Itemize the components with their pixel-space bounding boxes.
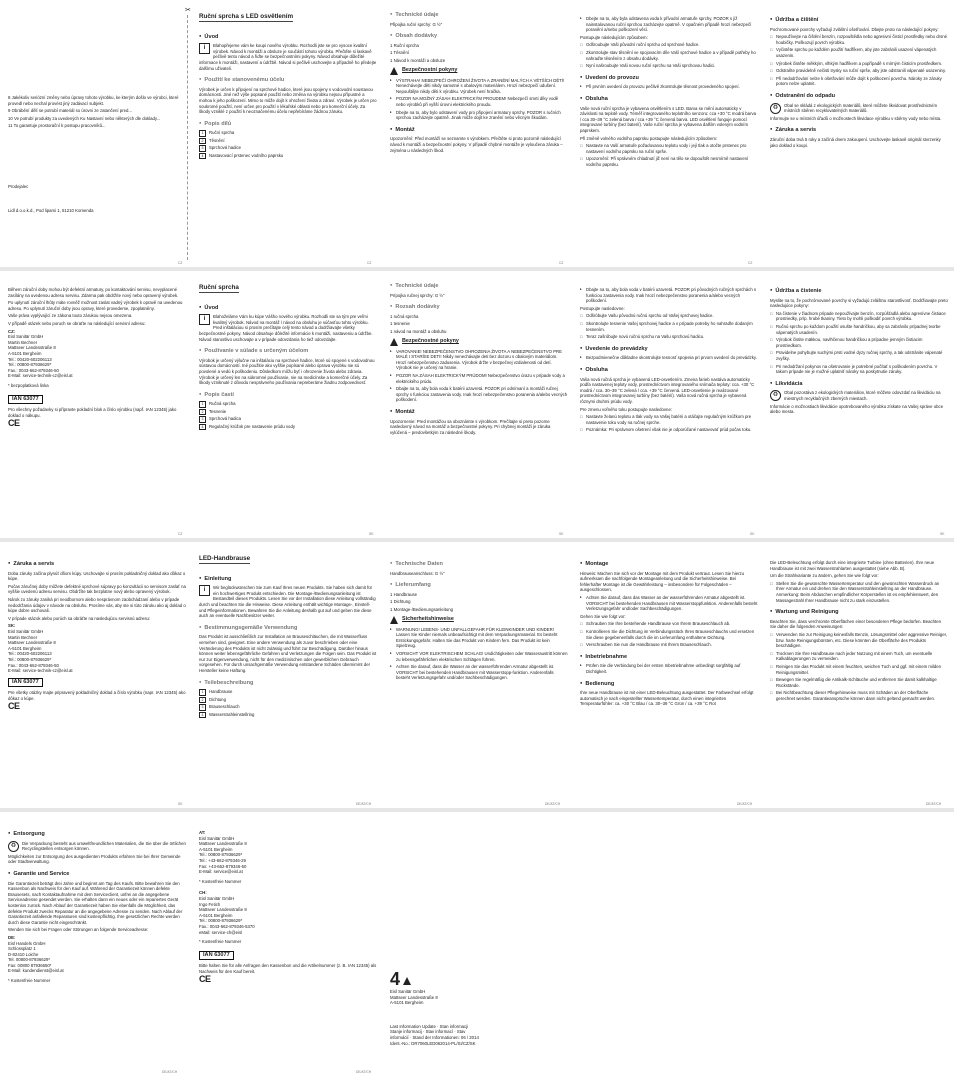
column-de-warranty [8, 818, 186, 986]
service-address-ch: CH: Eisl Sanitär GmbH Ingo Fetich Mattseer Landesstraße 8 A-5101 Bergheim Tel.: 00800-87936629* Fax.: 0043-662-879346-5370 eMail: service-ch@eisl [199, 890, 255, 935]
column-cz-safety [390, 6, 568, 155]
step-item: □ Odšróbujte Vašu pôvodnú ručnú sprchu od Vašej sprchovej hadice. [580, 313, 758, 319]
operation-text: Pre zmenu voľného toku postupujte nasledovne: [580, 406, 673, 412]
column-de-care [770, 548, 948, 703]
section-heading: ● Obsluha [580, 95, 758, 103]
page-footer: DE/AT/CH [162, 1070, 178, 1074]
operation-text: Vaše nová ruční sprcha je vybavena osvětlením s LED. Barva se mění automaticky v závislosti na teplotě vody. Téměř integrovaného teplotního senzoru: cca +30 °C modrá barva / cca 30–39 °C zelená barva / cca +39 °C červená barva. LED osvětlení funguje pomocí integrované turbíny (bez baterií). Vaše ruční sprcha je vybavena dalším voleným vodním paprskem. [580, 105, 757, 133]
ian-note: Pre všetky otázky majte pripravený pokladničný doklad a číslo výrobku (napr. IAN 12345) ako dôkaz o kúpe. [8, 690, 186, 701]
warranty-text: Počas záručnej doby môžete defektné sprchové súpravy po konzultácii so servisom zaslať na vyššie uvedenú adresu servisu. Obdržíte tak bezplatne nový alebo opravený výrobok. [8, 583, 186, 595]
parts-list [199, 689, 377, 718]
info-icon: i [199, 43, 210, 54]
care-item: □ Nepoužívejte na čištění benzín, rozpouštědla nebo agresivní čisticí prostředky nebo drsné houbičky. Poškozují povrch výrobku. [770, 34, 948, 45]
column-cz-operation [580, 6, 758, 169]
service-address: CZ: Eisl Sanitär GmbH Martin Bechner Mattseer Landesstraße 8 A-5101 Bergheim Tel.: 00420-602206113 Tel.: 00800-87936629* Fax.: 0043-662-879346-50 E-Mail: service-technik-cz@eisl.at [8, 328, 73, 379]
page-sheet-4 [0, 812, 954, 1076]
warranty-text: Po uplynutí záruční lhůty máte rovněž možnost zaslat vadný výrobek k opravě na uvedenou adresu. Po uplynutí záruční doby jsou opravy, které provedeme, zpoplatněny. [8, 300, 183, 311]
page-footer: CZ [559, 261, 564, 265]
steps-heading: Postupujte následujícím způsobem: [580, 34, 648, 40]
disposal-text: Obal se skládá z ekologických materiálů, které můžete likvidovat prostřednictvím místních sběren recyklovatelných materiálů. [784, 102, 938, 114]
intended-use-text: Výrobek je určen k připojení na sprchové hadice, které jsou spojeny s vodovodní soustavou domácnosti. Jiné než výše popsané použití nebo změna na výrobku nejsou přípustné a mohou k jeho poškození. Mimo to může dojít k ohrožení života a zdraví. Výrobek je určen pro soukromé použití, není určen pro použití v lékařské oblasti nebo pro komerční účely. Za škody vzniklé z použití k neoznačenému účelu nepřebíráme žádnou záruku. [199, 86, 377, 115]
start-text: ▸ Při prvním uvedení do provozu pečlivě zkontrolujte těsnost provedeného spojení. [580, 84, 758, 90]
column-imprint [390, 962, 568, 1046]
care-item: □ Pri nedodržaní pokynov na ošetrovanie je potrebné počítať s poškodením povrchu. V takom prípade nie je možné uplatniť nároky na poskytnutie záruky. [770, 364, 948, 375]
column-de-safety [390, 548, 568, 683]
service-address-at: AT: Eisl Sanitär GmbH Mattseer Landesstraße 8 A-5101 Bergheim Tel.: 00800-87936629* Tel.: +43-662-879346-29 Fax: +43-662-879346-50 E-Mail: service@eisl.at [199, 830, 247, 875]
care-intro: Myslite na to, že pochrómované povrchy si vyžadujú zvláštnu starostlivosť. Dodržiavajte preto nasledujúce pokyny: [770, 297, 948, 309]
footnote: * bezpoplatková linka [8, 382, 49, 388]
list-item: 4 Nastavovací prstenec vodního paprsku [199, 153, 377, 160]
section-heading: ● Odstranění do odpadu [770, 92, 948, 100]
column-sk-care [770, 277, 948, 417]
safety-item: ▸ VÝSTRAHA! NEBEZPEČÍ OHROŽENÍ ŽIVOTA A ZRANĚNÍ MALÝCH A VĚTŠÍCH DĚTÍ! Nenechávejte děti nikdy samotné s obalovým materiálem. Hrozí nebezpečí udušení. Nepouštějte nikdy děti k výrobku. Výrobek není hračka. [390, 78, 568, 95]
info-update: Last Information Update · Stan informacji Stanje informacij · Stav informací · Stav informácií · Stand der Informationen: 06 / 2014 Ident.-No.: DR7060LED062014-PL/SI/CZ/SK [390, 1023, 479, 1046]
ce-mark-icon: CE [199, 974, 211, 985]
steps-heading: Postupujte nasledovne: [580, 305, 625, 311]
operation-text: Při změně volného vodního paprsku postupujte následujícím způsobem: [580, 135, 718, 141]
page-footer: CZ [178, 261, 183, 265]
section-heading: ● Technické údaje [390, 282, 568, 290]
section-heading: ● Einleitung [199, 575, 377, 583]
list-item: 4 Regulačný krúžok pre nastavenie prúdu vody [199, 424, 377, 431]
section-heading: ● Popis častí [199, 391, 377, 399]
page-footer: SK [750, 532, 755, 536]
list-item: 8 Jakékoliv seriózní změny nebo úpravy tohoto výrobku, ke kterým došlo ve výrobci, které provedl nebo nechal provést jiný zadávací subjekt. [8, 95, 179, 106]
warning-triangle-icon [390, 338, 398, 346]
section-heading: ● Uvedenie do prevádzky [580, 345, 758, 353]
page-footer: SK [940, 532, 945, 536]
list-item: 2 Tesnenie [199, 409, 377, 416]
recycle-icon: ♻ [8, 841, 19, 852]
section-heading: ● Uvedení do provozu [580, 74, 758, 82]
product-title: Ruční sprcha [199, 284, 239, 291]
list-item: 1 Handbrause [390, 591, 417, 597]
mounting-text: Hinweis: Machen Sie sich vor der Montage mit dem Produkt vertraut. Lesen Sie hierzu aufmerksam die nachfolgende Montageanleitung und die Sicherheitshinweise. Bei fehlerhafter Montage ist die Gewährleistung – insbesondere für Folgeschäden – ausgeschlossen. [580, 570, 745, 593]
section-heading: ● Záruka a servis [8, 560, 186, 568]
ian-badge: IAN 63077 [8, 678, 43, 688]
step-item: □ Nastavte na Vaší armatuře požadovanou teplotu vody i její tlak a otočte prstenec pro nastavení vodního paprsku na ruční sprše. [580, 143, 758, 154]
list-item: 1 tesnenie [390, 321, 410, 327]
list-item: 1 Montage-/Bedienungsanleitung [390, 606, 454, 612]
brand-logo: 4 [390, 977, 568, 985]
tech-data-text: Připojka ruční sprchy: G ½" [390, 21, 443, 27]
ian-note: Bitte halten Sie für alle Anfragen den Kassenbon und die Artikelnummer (z. B. IAN 12345) als Nachweis für den Kauf bereit. [199, 963, 377, 974]
page-footer: DE/AT/CH [545, 802, 561, 806]
disposal-text: Die Verpackung besteht aus umweltfreundlichen Materialien, die Sie über die örtlichen Recyclingstellen entsorgen können. [22, 840, 186, 852]
care-item: □ Výrobok čistite mäkkou, navlhčenou handričkou a prípadne jemným čistiacim prostriedkom. [770, 337, 948, 348]
list-item: 11 To garantuje prostorační k postupu pracovníků... [8, 123, 106, 129]
ian-badge: IAN 63077 [199, 951, 234, 961]
list-item: 9 Obrábění dělí se potrubí materiál so úrovni ze zatančení pred... [8, 108, 132, 114]
section-heading: ● Bestimmungsgemäße Verwendung [199, 624, 377, 632]
list-item: 3 Sprchová hadica [199, 416, 377, 423]
importer-label: Prodejalec [8, 183, 29, 189]
warning-triangle-icon [403, 977, 411, 985]
tech-data-text: Handbrauseanschluss: G ½" [390, 570, 445, 576]
care-item: □ Vyčistěte sprchu po každém použití hadříkem, aby jste zabránili usazení vápenatých usazenin. [770, 47, 948, 58]
warranty-text: V případě otázek nebo poruch se obraťte na následující servisní adresu: [8, 320, 146, 326]
footnote: * Kostenfreie Nummer [8, 978, 51, 984]
section-heading: ● Záruka a servis [770, 126, 948, 134]
step-item: □ Odšroubujte Vaši původní ruční sprchu od sprchové hadice. [580, 42, 758, 48]
column-cz-intro [199, 6, 377, 160]
footnote: * Kostenfreie Nummer [199, 878, 242, 884]
care-item: □ Na čistenie v žiadnom prípade nepoužívajte benzín, rozpúšťadlá alebo agresívne čistiace prostriedky, príp. hrubé tkaniny. Tieto by mohli poškodiť povrch výrobku. [770, 311, 948, 322]
section-heading: ● Obsluha [580, 366, 758, 374]
page-footer: SK [178, 802, 183, 806]
column-cz-care [770, 6, 948, 150]
section-heading: ● Údržba a čištění [770, 16, 948, 24]
care-item: □ Trocknen Sie Ihre Handbrause nach jeder Nutzung mit einem Tuch, um eventuelle Kalkablagerungen zu vermeiden. [770, 651, 948, 662]
ian-badge: IAN 63077 [8, 395, 43, 405]
step-item: □ Zkontrolujte stav těsnění ve spojovacím díle Vaší sprchové hadice a v případě potřeby ho nahraďte těsněním z obsahu dodávky. [580, 50, 758, 61]
disposal-text: Informácie o možnostiach likvidácie opotrebovaného výrobku získate na Vašej správe obce alebo mesta. [770, 403, 944, 415]
page-sheet-1 [0, 0, 954, 267]
care-item: □ Bei Nichtbeachtung dieser Pflegehinweise muss mit Schäden an der Oberfläche gerechnet werden. Garantieansprüche können dann nicht geltend gemacht werden. [770, 690, 948, 701]
column-cz-warranty-end [8, 95, 186, 215]
notice-text: ▸ Dbajte na to, aby bola voda v batérii uzavretá. POZOR pri pôvodných ručných sprchách s funkciou zastavenia vody. Inak hrozí nebezpečenstvo poranenia a/alebo vecných poškodení. [580, 287, 758, 304]
safety-heading: Bezpečnostné pokyny [390, 338, 568, 346]
warranty-text: Nárok zo záruky zaniká pri neodbornom alebo nesprávnom zaobchádzaní alebo v prípade nedodržania údajov v návode na obsluhu. Prosíme vás, aby ste si túto záruku ako aj doklad o kúpe dobre uschovali. [8, 596, 186, 614]
disposal-text: Informujte se u místních úřadů o možnostech likvidace výrobku v sběrny vody nebo místa. [770, 115, 942, 121]
page-footer: DE/AT/CH [737, 802, 753, 806]
care-item: □ Verwenden Sie zur Reinigung keinesfalls Benzin, Lösungsmittel oder aggressive Reiniger, bzw. harte Reinigungsbürsten, etc. Diese könnten die Oberfläche des Produkts beschädigen. [770, 632, 948, 649]
warning-triangle-icon [390, 67, 398, 75]
page-footer: SK [369, 532, 374, 536]
page-sheet-3 [0, 542, 954, 808]
ian-note: Pro všechny požadavky si připravte pokladní blok a číslo výrobku (např. IAN 12345) jako doklad o nákupu. [8, 407, 177, 418]
section-heading: ● Popis dílů [199, 120, 377, 128]
parts-list [199, 401, 377, 430]
section-heading: ● Bedienung [580, 680, 758, 688]
care-intro: Pochromované povrchy vyžadují zvláštní ošetřování. Dbejte proto na následující pokyny: [770, 26, 939, 32]
list-item: 4 Wasserstrahleinstellring [199, 712, 377, 719]
section-heading: ● Teilebeschreibung [199, 679, 377, 687]
safety-item: ▸ POZOR NA ZÁSAH ELEKTRICKÝM PRÚDOM! Nebezpečenstvo úrazu v prípade vody a elektrického prúdu. [390, 373, 568, 384]
column-de-intro [199, 548, 377, 719]
step-item: □ Kontrollieren Sie die Dichtung im Verbindungsstück Ihres Brauseschlauchs und ersetzen Sie diese gegebenenfalls durch die im Lieferumfang enthaltene Dichtung. [580, 629, 758, 640]
intended-use-text: Výrobok je určený výlučne na inštaláciu na sprchové hadice, ktoré sú spojené s vodovodnou sústavou domácností. Iné použitie ako vyššie popísané alebo úprava výrobku nie sú povolené a vedú k poškodeniu. Dôsledkom môžu byť i ohrozenie života alebo zdravia. Výrobok je určený len na súkromné používanie, nie na medicínske a komerčné účely. Za škody vzniknuté z dôvodu nesprávneho používania nepreberáme žiadnu zodpovednosť. [199, 357, 375, 386]
list-item: 1 Těsnění [390, 50, 410, 56]
warranty-text: Die Garantiezeit beträgt drei Jahre und beginnt am Tag des Kaufs. Bitte bewahren Sie den Kassenbon als Nachweis für den Kauf auf. Während der Garantiezeit können defekte Brausesets, nach Kontaktaufnahme mit dem Serviceclient, unfrei an die angegebene Serviceadresse gesendet werden. Sie erhalten dann ein neues oder ein repariertes Gerät kostenlos zurück. Nach Ablauf der Garantiezeit haben Sie ebenfalls die Möglichkeit, das defekte Produkt zwecks Reparatur an die angegebene Adresse zu senden. Nach Ablauf der Garantiezeit anfallende Reparaturen sind kostenpflichtig. Ihre gesetzlichen Rechte werden durch diese Garantie nicht eingeschränkt. [8, 880, 183, 925]
section-heading: ● Používanie v súlade s určeným účelom [199, 347, 377, 355]
section-heading: ● Rozsah dodávky [390, 303, 568, 311]
page-footer: DE/AT/CH [926, 802, 942, 806]
intro-text: Wir beglückwünschen Sie zum Kauf Ihres neuen Produkts. Sie haben sich damit für ein hochwertiges Produkt entschieden. Die Montage-/Bedienungsanleitung ist Bestandteil dieses Produkts. Lesen Sie vor der Installation diese Anleitung vollständig durch und beachten Sie die Hinweise. Diese Anleitung enthält wichtige Montage-, Einstell- und Pflegeinformationen. Bewahren Sie die Anleitung deshalb gut auf und geben Sie diese auch an eventuelle Nachbesitzer weiter. [199, 585, 376, 619]
list-item: 1 návod na montáž a obsluhu [390, 328, 447, 334]
list-item: 10 Ve potrubí produkty za uvedených Ku Nastavní nebo některých dle doklady... [8, 115, 161, 121]
parts-list [199, 130, 377, 159]
step-item: □ Stellen Sie die gewünschte Wassertemperatur und den gewünschten Wasserdruck an Ihrer Armatur ein und drehen Sie den Wasserstrahleinstellring an der Handbrause. Anmerkung: Beim Abduschen empfindlicher Körperstellen ist es empfehlenswert, den Massagestrahl Ihrer Handbrause nicht zu stark einzustellen. [770, 581, 948, 603]
warning-triangle-icon [390, 616, 398, 624]
care-item: □ Bewegen Sie regelmäßig die Antikalk-Schläuche und entfernen Sie damit kalkhaltige Rückstände. [770, 677, 948, 688]
steps-heading: Gehen Sie wie folgt vor: [580, 613, 626, 619]
section-heading: ● Montage [580, 560, 758, 568]
section-heading: ● Montáž [390, 126, 568, 134]
section-heading: ● Úvod [199, 33, 377, 41]
step-item: □ Skontrolujte tesnenie Vašej sprchovej hadice a v prípade potreby ho nahraďte dodaným tesnením. [580, 321, 758, 332]
service-address: SK: Eisl Sanitär GmbH Martin Bechner Mattseer Landesstraße 8 A-5101 Bergheim Tel.: 00420-602206113 Tel.: 00800-87936629* Fax.: 0043-662-879346-50 E-Mail: service-technik-cz@eisl.at [8, 623, 73, 674]
section-heading: ● Likvidácia [770, 380, 948, 388]
page-footer: CZ [748, 261, 753, 265]
list-item: 1 Ručná sprcha [199, 401, 377, 408]
page-footer: DE/AT/CH [356, 1070, 372, 1074]
importer-address: Lidl d.o.o.k.d., Pod lipami 1, 51210 Komenda [8, 207, 94, 213]
page-sheet-2 [0, 271, 954, 538]
section-heading: ● Montáž [390, 408, 568, 416]
info-icon: i [199, 314, 210, 325]
step-item: □ Verschrauben Sie nun die Handbrause mit Ihrem Brauseschlauch. [580, 642, 758, 648]
mounting-text: Upozornění: Před montáží se seznamte s výrobkem. Přečtěte si proto pozorně následující návod k montáži a bezpečnostní pokyny. V případě chybné montáže je vyloučena záruka – zejména u následných škod. [390, 136, 563, 153]
page-footer: SK [559, 532, 564, 536]
recycle-icon: ♻ [770, 390, 781, 401]
care-intro: Beachten Sie, dass verchromte Oberflächen einer besonderen Pflege bedürfen. Beachten Sie daher die folgenden Anweisungen: [770, 618, 942, 630]
info-icon: i [199, 585, 210, 596]
section-heading: ● Údržba a čistenie [770, 287, 948, 295]
care-item: □ Reinigen Sie das Produkt mit einem feuchten, weichen Tuch und ggf. mit einem milden Reinigungsmittel. [770, 664, 948, 675]
care-item: □ Ručnú sprchu po každom použití osušte handričkou, aby sa zabránilo prípadnej tvorbe vápenatých usadenín. [770, 324, 948, 335]
disposal-text: Obal pozostáva z ekologických materiálov, ktoré môžete odovzdať na likvidáciu na miestnych recyklačných zberných miestach. [784, 390, 941, 401]
product-title: LED-Handbrause [199, 555, 251, 562]
step-item: □ Teraz zašróbujte novú ručnú sprchu na Vašu sprchovú hadicu. [580, 334, 758, 340]
step-item: □ Schrauben Sie Ihre bestehende Handbrause von Ihrem Brauseschlauch ab. [580, 621, 758, 627]
list-item: 1 Ruční sprcha [199, 130, 377, 137]
warranty-text: Během záruční doby mohou být defektní armatury, po kontaktování servisu, nevyplacené zasílány na uvedenou adresu servisu. Zdarma pak obdržíte nový nebo opravený výrobek. [8, 287, 179, 298]
page-footer: CZ [367, 261, 372, 265]
intro-text: Blahopřejeme vám ke koupi nového výrobku. Rozhodli jste se pro vysoce kvalitní výrobek. Návod k montáži a obsluze je součástí tohoto výrobku. Přečtěte si laskavě pečlivě tento návod a řiďte se bezpečnostními pokyny. Návod obsahuje důležité informace k montáži, nastavení a údržbě. Návod si pečlivě uschovejte a případně ho předejte dalšímu uživateli. [199, 43, 377, 71]
ce-mark-icon: CE [8, 701, 20, 712]
list-item: 3 Brauseschlauch [199, 704, 377, 711]
notice-text: ▸ Dbejte na to, aby byla odstavena voda k přívodní armatuře sprchy. POZOR s již nainstalovanou ruční sprchou zacházejte opatrně. V opačném případě hrozí nebezpečí poranění a/nebo poškození věcí. [580, 16, 758, 33]
intended-use-text: Das Produkt ist ausschließlich zur Installation an Brauseschläuchen, die mit Wasserfluss versehen sind, geeignet. Eine andere Verwendung als zuvor beschrieben oder eine Veränderung des Produkts ist nicht zulässig und führt zur Beschädigung. Darüber hinaus können weiter lebensgefährliche Gefahren und Verletzungen die Folgen sein. Das Produkt ist nur zur Eigenverwendung, nicht für den medizinischen oder gewerblichen Gebrauch vorgesehen. Für durch unsachgemäße Verwendung entstandene Schäden übernimmt der Hersteller keine Haftung. [199, 634, 377, 673]
step-item: □ Upozornění: Při správném chladnutí již není na tělo se dopouštět nesmírně nastavení vodního paprsku. [580, 156, 758, 167]
page-footer: CZ [178, 532, 183, 536]
column-sk-operation [580, 277, 758, 435]
cut-line [187, 15, 188, 260]
step-item: □ Nyní našroubujte Vaši novou ruční sprchu na Vaši sprchovou hadici. [580, 63, 758, 69]
column-cz-service [8, 277, 186, 430]
scissors-icon: ✂ [185, 7, 191, 14]
section-heading: ● Wartung und Reinigung [770, 608, 948, 616]
warranty-text: Wenden Sie sich bei Fragen oder Störungen an folgende Serviceadresse: [8, 927, 149, 933]
safety-item: ▸ Dbajte na to, aby bola voda k batérii uzavretá. POZOR pri odnímaní a montáži ručnej sprchy s funkciou zastavenia vody. Inak hrozí nebezpečenstvo poranenia a/alebo vecných poškodení. [390, 386, 568, 403]
section-heading: ● Obsah dodávky [390, 32, 568, 40]
list-item: 1 Návod k montáži a obsluze [390, 57, 446, 63]
warranty-text: Doba záruky začína plynúť dňom kúpy. Uschovajte si prosím pokladničný doklad ako dôkaz o kúpe. [8, 570, 186, 582]
column-de-service [199, 818, 377, 986]
safety-item: ▸ Dbejte na to, aby bylo odstavení vody pro připojení armatury sprchy. POZOR s ručních sprchou zacházejte opatrně. Jinak může dojít ke zranění nebo věcným škodám. [390, 110, 568, 121]
warranty-text: V prípade otázok alebo porúch sa obráťte na nasledujúcu servisnú adresu: [8, 615, 151, 621]
safety-item: ▸ Achten Sie darauf, dass die Wasser an der wasserführenden Armatur abgestellt ist. VORSICHT bei bestehenden Handbrausen mit Wasserstopp-funktion. Anderenfalls besteht Verletzungsgefahr und/oder Sachbeschädigungen. [390, 664, 568, 681]
step-item: □ Poznámka: Pri správnom ošetrení však nie je odporúčané nastavovať prúd počas toku. [580, 427, 758, 433]
list-item: 1 ručná sprcha [390, 313, 419, 319]
disposal-text: Möglichkeiten zur Entsorgung des ausgedienten Produkts erfahren Sie bei Ihrer Gemeinde oder Stadtverwaltung. [8, 853, 181, 865]
company-address: Eisl Sanitär GmbH Mattseer Landesstraße 8 A-5101 Bergheim [390, 989, 438, 1006]
list-item: 1 Handbrause [199, 689, 377, 696]
notice-text: ▸ Achten Sie darauf, dass das Wasser an der wasserführenden Armatur abgestellt ist. VORSICHT bei bestehenden Handbrausen mit Wasserstoppfunktion. Anderenfalls besteht Verletzungsgefahr und/oder Sachbeschädigungen. [580, 595, 758, 612]
care-item: □ Odstraňte pravidelně nečisti trysky na ruční sprše, aby jste odstranili vápenaté usazeniny. [770, 68, 948, 74]
list-item: 3 Sprchová hadice [199, 145, 377, 152]
list-item: 2 Dichtung [199, 697, 377, 704]
operation-text: Die LED-Beleuchtung erfolgt durch eine integrierte Turbine (ohne Batterien). Ihre neue Handbrause ist mit zwei Wasserstrahlarten ausgestattet (siehe Abb. B). [770, 560, 935, 571]
warranty-text: Záruční doba trvá 5 roky a začíná dnem zakoupení. Uschovejte laskavě originál stvrzenky jako doklad o koupi. [770, 136, 941, 148]
operation-text: Ihre neue Handbrause ist mit einer LED-Beleuchtung ausgestattet. Der Farbwechsel erfolgt automatisch je nach eingestellter Wassertemperatur, durch einen integrierten Temperaturfühler: ca. +30 °C Blau / ca. 30–39 °C Grün / ca. +39 °C Rot [580, 690, 754, 707]
start-text: ▸ Bezpodmienečne dôkladne skontrolujte tesnosť spojenia pri prvom uvedení do prevádzky. [580, 355, 758, 361]
care-item: □ Pravidelne pohybujte suchými prsti vodné dyzy ručnej sprchy, a tak odstránite vápenaté zvyšky. [770, 350, 948, 361]
section-heading: ● Technické údaje [390, 11, 568, 19]
care-item: □ Výrobek čistěte měkkým, vlhkým hadříkem a popřípadě s mírným čisticím prostředkem. [770, 61, 948, 67]
safety-heading: Bezpečnostní pokyny [390, 67, 568, 75]
column-sk-intro [199, 277, 377, 431]
start-text: ▸ Prüfen Sie die Verbindung bei der ersten Inbetriebnahme unbedingt sorgfältig auf Dichtigkeit. [580, 663, 758, 674]
service-address: DE: Eisl Handels GmbH Schlossplatz 1 D-82410 Loiche Tel. 00800-87936629* Fax: 00800 87936650* E-Mail: kundendienst@eisl.at [8, 934, 64, 974]
section-heading: ● Entsorgung [8, 830, 186, 838]
step-item: □ Nastavte želanú teplotu a tlak vody na Vašej batérii a otáčajte regulačným krúžkom pre nastavenie toku vody na ručnej sprche. [580, 414, 758, 425]
warranty-text: Vaše práva vyplývající ze zákona touto zárukou nejsou omezena. [8, 313, 133, 319]
tech-data-text: Prípojka ručnej sprchy: G ½" [390, 292, 445, 298]
safety-item: ▸ POZOR NA MOŽNÝ ZÁSAH ELEKTRICKÝM PROUDEM! Nebezpečí smrti díky vodě nebo výrobků při vyšší úrovni elektrického proudu. [390, 96, 568, 107]
section-heading: ● Lieferumfang [390, 581, 568, 589]
list-item: 2 Těsnění [199, 138, 377, 145]
column-de-operation [580, 548, 758, 709]
section-heading: ● Garantie und Service [8, 870, 186, 878]
section-heading: ● Technische Daten [390, 560, 568, 568]
list-item: 1 Dichtung [390, 599, 411, 605]
mounting-text: Upozornenie: Pred montážou sa oboznámte s výrobkom. Prečítajte si preto pozorne nasledovný návod na montáž a bezpečnostné pokyny. Pri chybnej montáži je záruka vylúčená – predovšetkým za následné škody. [390, 418, 551, 435]
intro-text: Blahoželáme Vám ku kúpe Vášho nového výrobku. Rozhodli ste sa tým pre veľmi kvalitný výrobok. Návod na montáž / návod na obsluhu je súčasťou tohto výrobku. Pred inštaláciou si prosím prečítajte celý tento návod a dodržiavajte všetky bezpečnostné pokyny. Návod obsahuje dôležité informácie k montáži, nastaveniu a údržbe. Návod starostlivo uschovajte a v prípade odovzdania ho tiež odovzdajte. [199, 314, 373, 342]
column-sk-safety [390, 277, 568, 437]
product-title: Ruční sprcha s LED osvětlením [199, 13, 294, 20]
list-item: 1 Ruční sprcha [390, 42, 419, 48]
section-heading: ● Úvod [199, 304, 377, 312]
safety-item: ▸ VAROVANIE! NEBEZPEČENSTVO OHROZENIA ŽIVOTA A NEBEZPEČENSTVO PRE MALÉ I STARŠIE DETI! Nikdy nenechávajte deti bez dozoru s obalovým materiálom. Hrozí nebezpečenstvo zadusenia. Výrobok držte v bezpečnej vzdialenosti od detí. Výrobok nie je určený na hranie. [390, 349, 568, 371]
safety-item: ▸ WARNUNG! LEBENS- UND UNFALLGEFAHR FÜR KLEINKINDER UND KINDER! Lassen Sie Kinder niemals unbeaufsichtigt mit dem Verpackungsmaterial. Es besteht Erstickungsgefahr. Halten Sie das Produkt von Kindern fern. Das Produkt ist kein Spielzeug. [390, 627, 568, 649]
footnote: * Kostenfreie Nummer [199, 939, 242, 945]
column-sk-warranty [8, 548, 186, 713]
page-footer: DE/AT/CH [356, 802, 372, 806]
care-item: □ Při nedodržování nelze k ošetřování může dojít k poškození povrchu. Nároky ze záruky potom nelze uplatnit. [770, 76, 948, 87]
safety-item: ▸ VORSICHT VOR ELEKTRISCHEM SCHLAG! Undichtigkeiten oder Wasseraustritt können zu lebensgefährlichen elektrischen Schlägen führen. [390, 651, 568, 662]
recycle-icon: ♻ [770, 103, 781, 114]
ce-mark-icon: CE [8, 418, 20, 429]
safety-heading: Sicherheitshinweise [390, 616, 568, 624]
section-heading: ● Inbetriebnahme [580, 653, 758, 661]
operation-text: Um die Strahlvariante zu ändern, gehen Sie wie folgt vor: [770, 573, 879, 579]
operation-text: Vaša nová ručná sprcha je vybavená LED-osvetlením. Zmena farieb nastáva automaticky podľa nastavenej teploty vody, prostredníctvom integrovaného snímača teploty: cca. +30 °C modrá / cca. 30–39 °C zelená / cca. +39 °C červená. LED-osvetlenie je realizované prostredníctvom integrovanej turbíny (bez batérií). Vaša nová ručná sprcha je vybavená rôznymi druhmi prúdu vody. [580, 376, 755, 404]
section-heading: ● Použití ke stanovenému účelu [199, 76, 377, 84]
